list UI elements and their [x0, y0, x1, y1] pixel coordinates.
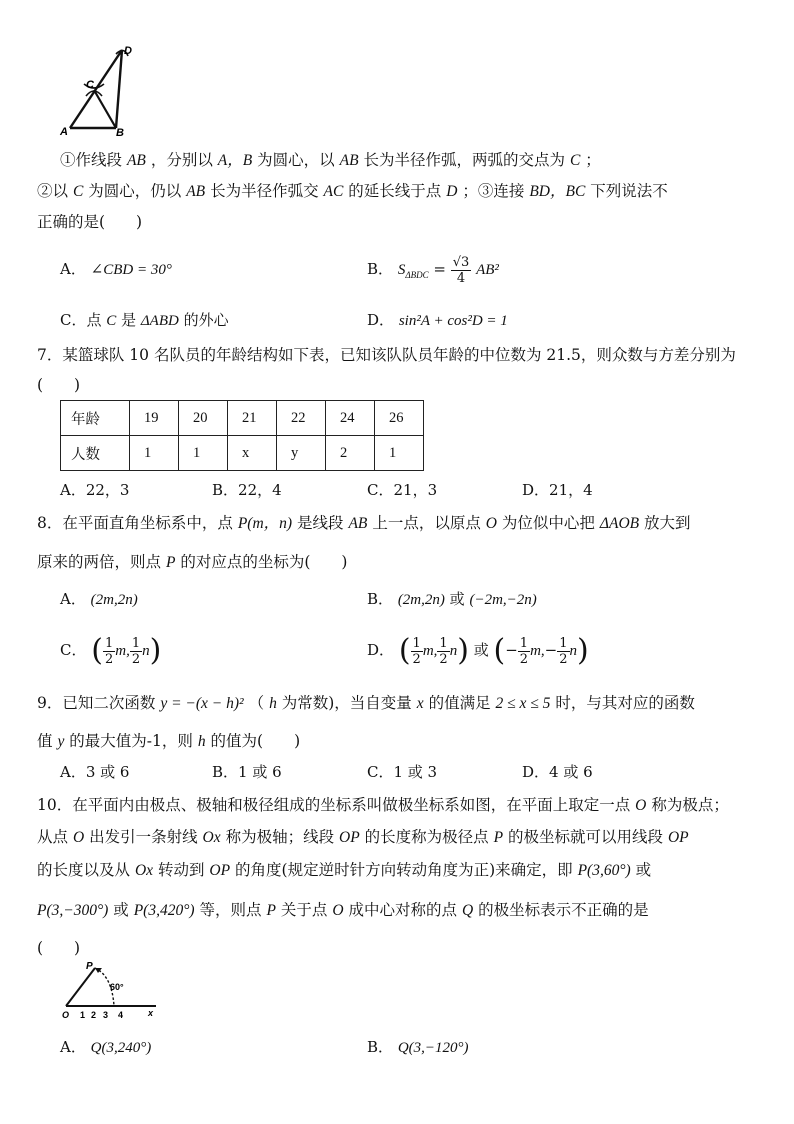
option-expr: (2m,2n): [397, 592, 445, 608]
q10-line-3: [37, 860, 651, 881]
q9-text: 的值满足: [428, 694, 491, 712]
q10-var: P(3,60°): [577, 862, 631, 879]
q6-var: AC: [323, 183, 344, 200]
polar-figure: [58, 958, 168, 1020]
segment-bd: [116, 50, 122, 128]
q6-option-b: [367, 248, 499, 296]
q9-line-2: [37, 731, 300, 752]
q9-text: 值: [37, 732, 53, 750]
q10-line-4: [37, 900, 649, 921]
fraction-denominator: 2: [412, 651, 421, 667]
q9-text: 的最大值为-1，则: [69, 732, 193, 750]
q9-var: y: [57, 733, 65, 750]
q10-var: P: [266, 902, 276, 919]
construction-figure: [58, 40, 148, 140]
option-label: C．点: [60, 311, 102, 329]
q10-text: 的长度以及从: [37, 861, 131, 879]
q8-text: 原来的两倍，则点: [37, 553, 162, 571]
option-var: C: [106, 313, 117, 329]
table-cell: 人数: [61, 436, 130, 471]
q8-option-a: [60, 589, 138, 610]
q9-var: x: [416, 695, 424, 712]
fraction: [103, 636, 115, 667]
option-label: A．: [60, 590, 86, 608]
q6-text: 长为半径作弧交: [210, 182, 319, 200]
point-label-b: B: [116, 127, 124, 139]
q8-var: O: [485, 515, 497, 532]
q10-var: OP: [339, 829, 360, 846]
option-label: A．: [60, 260, 86, 278]
point-label-d: D: [124, 45, 132, 57]
option-or: 或: [473, 641, 489, 659]
q10-text: 10．在平面内由极点、极轴和极径组成的坐标系叫做极坐标系如图，在平面上取定一点: [37, 796, 631, 814]
q6-var: D: [446, 183, 458, 200]
table-cell: y: [277, 436, 326, 471]
q8-text: 的对应点的坐标为( ): [180, 553, 348, 571]
q10-var: OP: [667, 829, 689, 846]
option-expr: ∠CBD = 30°: [90, 262, 172, 278]
table-cell: 21: [228, 401, 277, 436]
arrow-head: [95, 968, 102, 973]
q9-line-1: [37, 693, 695, 714]
q9-text: 9．已知二次函数: [37, 694, 156, 712]
q10-var: Ox: [134, 862, 154, 879]
q10-text: 等，则点: [199, 901, 262, 919]
q8-text: 上一点，以原点: [372, 514, 481, 532]
option-text: 是: [121, 311, 137, 329]
q6-text: 下列说法不: [590, 182, 668, 200]
option-expr: (2m,2n): [90, 592, 138, 608]
tick-label: O: [62, 1010, 70, 1020]
axis-label-x: x: [148, 1008, 154, 1018]
q9-text: （: [248, 694, 265, 712]
fraction-denominator: 2: [104, 651, 114, 667]
q6-line-1: [60, 150, 601, 171]
q9-option-d: D．4 或 6: [522, 763, 593, 781]
q8-text: 为位似中心把: [501, 514, 595, 532]
q8-text: 8．在平面直角坐标系中，点: [37, 514, 233, 532]
q6-var: BD，BC: [529, 183, 586, 200]
q9-option-b: B．1 或 6: [212, 763, 282, 781]
option-var: n: [449, 643, 458, 659]
area-symbol: S: [397, 262, 406, 278]
q10-text: 或: [113, 901, 129, 919]
tick-label: 2: [91, 1010, 97, 1020]
q10-text: 或: [635, 861, 652, 879]
table-cell: 1: [375, 436, 424, 471]
q8-var: AB: [348, 515, 368, 532]
q8-line-2: [37, 552, 347, 573]
segment-ad: [70, 50, 122, 128]
q6-text: ②以: [37, 182, 69, 200]
angle-label: 60°: [110, 982, 124, 992]
q6-text: ，分别以: [150, 151, 213, 169]
point-label-c: C: [86, 79, 94, 91]
q6-option-c: [60, 310, 229, 331]
fraction-numerator: 1: [519, 635, 529, 651]
q10-line-2: [37, 827, 689, 848]
q10-text: 称为极轴；线段: [225, 828, 335, 846]
q10-var: Q: [461, 902, 474, 919]
q10-text: 从点: [37, 828, 69, 846]
option-expr: Q(3,−120°): [397, 1040, 469, 1056]
q7-option-d: D．21，4: [522, 481, 593, 499]
q6-text: ；: [585, 151, 601, 169]
table-row: [61, 401, 424, 436]
radius-op: [66, 968, 95, 1006]
q10-option-b: [367, 1037, 469, 1058]
option-label: B．: [367, 1038, 394, 1056]
point-label-p: P: [86, 961, 93, 972]
fraction-denominator: 2: [131, 651, 141, 667]
option-tail: AB²: [476, 262, 499, 278]
fraction: [411, 636, 423, 667]
q6-line-2: [37, 181, 668, 202]
q10-text: 的角度(规定逆时针方向转动角度为正)来确定，即: [235, 861, 573, 879]
fraction: [557, 636, 569, 667]
age-table: [60, 400, 424, 471]
q6-var: C: [569, 152, 581, 169]
q8-line-1: [37, 513, 691, 534]
q8-option-c: C． ( $\frac{1}{2}$ m, $\frac{1}{2}$ n): [60, 633, 162, 668]
equals-sign: =: [433, 260, 446, 278]
q10-text: 成中心对称的点: [348, 901, 457, 919]
table-cell: 19: [130, 401, 179, 436]
minus-sign: −: [544, 641, 558, 659]
q8-text: 放大到: [644, 514, 691, 532]
q6-var: AB: [339, 152, 359, 169]
fraction-denominator: 2: [559, 651, 568, 667]
q6-text: 为圆心，仍以: [88, 182, 182, 200]
q9-var: h: [197, 733, 206, 750]
option-var: ΔABD: [140, 313, 179, 329]
fraction-numerator: √3: [452, 254, 470, 270]
option-text: 的外心: [183, 311, 229, 329]
option-var: m,: [115, 643, 130, 659]
q9-var: y = −(x − h)²: [160, 695, 244, 712]
fraction-denominator: 4: [456, 270, 466, 286]
q6-var: A，B: [217, 152, 253, 169]
fraction-numerator: 1: [131, 635, 141, 651]
option-expr: Q(3,240°): [90, 1040, 152, 1056]
q8-var: ΔAOB: [599, 515, 640, 532]
q6-text: 的延长线于点: [348, 182, 442, 200]
table-cell: 1: [130, 436, 179, 471]
q6-var: AB: [186, 183, 206, 200]
option-var: m,: [422, 643, 438, 659]
q8-var: P: [165, 554, 176, 571]
tick-label: 4: [118, 1010, 124, 1020]
option-label: A．: [60, 1038, 86, 1056]
option-label: D．: [367, 311, 395, 329]
tick-label: 1: [80, 1010, 86, 1020]
option-var: m,: [530, 643, 545, 659]
table-cell: 2: [326, 436, 375, 471]
fraction-numerator: 1: [439, 635, 448, 651]
fraction-numerator: 1: [559, 635, 568, 651]
q10-text: 称为极点；: [651, 796, 729, 814]
q9-var: h: [269, 695, 277, 712]
table-row: [61, 436, 424, 471]
q10-text: 的长度称为极径点: [364, 828, 489, 846]
q10-var: O: [635, 797, 647, 814]
q7-option-b: B．22，4: [212, 481, 282, 499]
q9-text: 为常数)，当自变量: [281, 694, 412, 712]
q7-option-a: A．22，3: [60, 481, 130, 499]
fraction: [518, 636, 530, 667]
q10-text: 的极坐标就可以用线段: [507, 828, 663, 846]
q8-text: 是线段: [297, 514, 344, 532]
area-subscript: ΔBDC: [405, 270, 429, 280]
q10-var: P(3,420°): [133, 902, 195, 919]
q10-text: 出发引一条射线: [89, 828, 198, 846]
table-cell: 年龄: [61, 401, 130, 436]
table-cell: 24: [326, 401, 375, 436]
q10-var: OP: [209, 862, 231, 879]
q9-option-c: C．1 或 3: [367, 763, 438, 781]
q6-var: AB: [126, 152, 146, 169]
q9-option-a: A．3 或 6: [60, 763, 130, 781]
q6-text: ；③连接: [462, 182, 525, 200]
option-expr: sin²A + cos²D = 1: [398, 313, 508, 329]
q8-option-b: [367, 589, 537, 610]
minus-sign: −: [505, 641, 518, 659]
option-label: D．: [367, 641, 395, 659]
fraction-denominator: 2: [439, 651, 448, 667]
q6-text: 为圆心，以: [257, 151, 335, 169]
q10-text: 转动到: [157, 861, 205, 879]
q10-var: P: [493, 829, 504, 846]
q6-option-d: [367, 310, 508, 331]
point-label-a: A: [60, 126, 68, 138]
q7-option-c: C．21，3: [367, 481, 438, 499]
option-expr: (−2m,−2n): [469, 592, 537, 608]
table-cell: 1: [179, 436, 228, 471]
q10-line-1: [37, 795, 729, 816]
q10-var: P(3,−300°): [37, 902, 109, 919]
fraction-numerator: 1: [412, 635, 421, 651]
q10-line-5: ( ): [37, 939, 81, 957]
q10-text: 关于点: [280, 901, 328, 919]
q7-line-2: ( ): [37, 376, 81, 394]
q10-var: O: [332, 902, 344, 919]
option-or: 或: [449, 590, 465, 608]
fraction-numerator: 1: [104, 635, 114, 651]
q9-text: 的值为( ): [210, 732, 301, 750]
q10-var: Ox: [202, 829, 221, 846]
q6-line-3: 正确的是( ): [37, 213, 143, 231]
q9-text: 时，与其对应的函数: [555, 694, 695, 712]
q6-option-a: [60, 259, 172, 280]
q8-var: P(m，n): [237, 515, 293, 532]
fraction: [130, 636, 142, 667]
q10-text: 的极坐标表示不正确的是: [478, 901, 649, 919]
q7-line-1: 7．某篮球队 10 名队员的年龄结构如下表，已知该队队员年龄的中位数为 21.5，则众数与方差分别为: [37, 346, 736, 364]
table-cell: 20: [179, 401, 228, 436]
q9-var: 2 ≤ x ≤ 5: [495, 695, 551, 712]
fraction: [437, 636, 449, 667]
option-label: C．: [60, 641, 87, 659]
option-var: n: [142, 643, 150, 659]
q10-var: O: [72, 829, 85, 846]
q6-var: C: [72, 183, 84, 200]
q6-text: ①作线段: [60, 151, 123, 169]
q10-option-a: [60, 1037, 151, 1058]
q6-text: 长为半径作弧，两弧的交点为: [363, 151, 565, 169]
table-cell: 22: [277, 401, 326, 436]
q8-option-d: D． ( $\frac{1}{2}$ m, $\frac{1}{2}$ n) 或 (− $\frac{1}{2}$ m,− $\frac{1}{2}$ n): [367, 633, 589, 668]
fraction: [451, 255, 472, 286]
table-cell: 26: [375, 401, 424, 436]
segment-bc: [94, 90, 116, 128]
table-cell: x: [228, 436, 277, 471]
fraction-denominator: 2: [519, 651, 529, 667]
option-label: B．: [367, 590, 394, 608]
tick-label: 3: [103, 1010, 109, 1020]
option-var: n: [569, 643, 578, 659]
option-label: B．: [367, 260, 394, 278]
